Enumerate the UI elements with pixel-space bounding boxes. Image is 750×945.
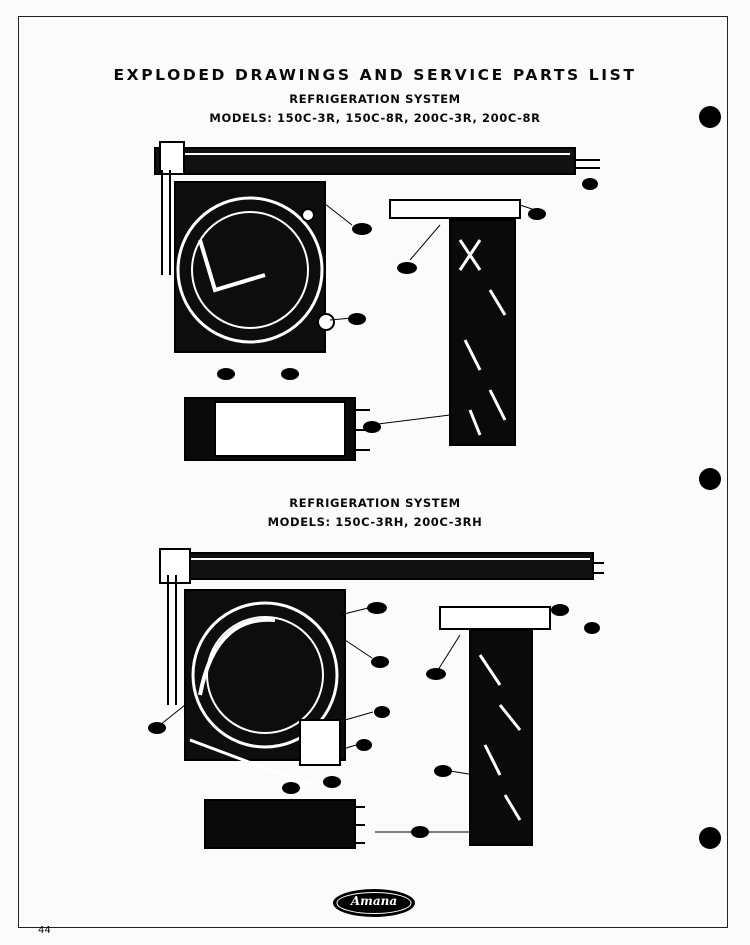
page-title: EXPLODED DRAWINGS AND SERVICE PARTS LIST [113,66,637,84]
section2-models: MODELS: 150C-3RH, 200C-3RH [267,515,483,529]
brand-logo-text: Amana [350,894,398,908]
refrigeration-diagram-bottom [0,545,750,850]
punch-hole-icon [699,106,721,128]
section2-subtitle: REFRIGERATION SYSTEM [289,496,461,510]
refrigeration-diagram-top [0,140,750,475]
section1-models: MODELS: 150C-3R, 150C-8R, 200C-3R, 200C-8R [209,111,541,125]
page-number: 44 [38,925,51,936]
section1-subtitle: REFRIGERATION SYSTEM [289,92,461,106]
